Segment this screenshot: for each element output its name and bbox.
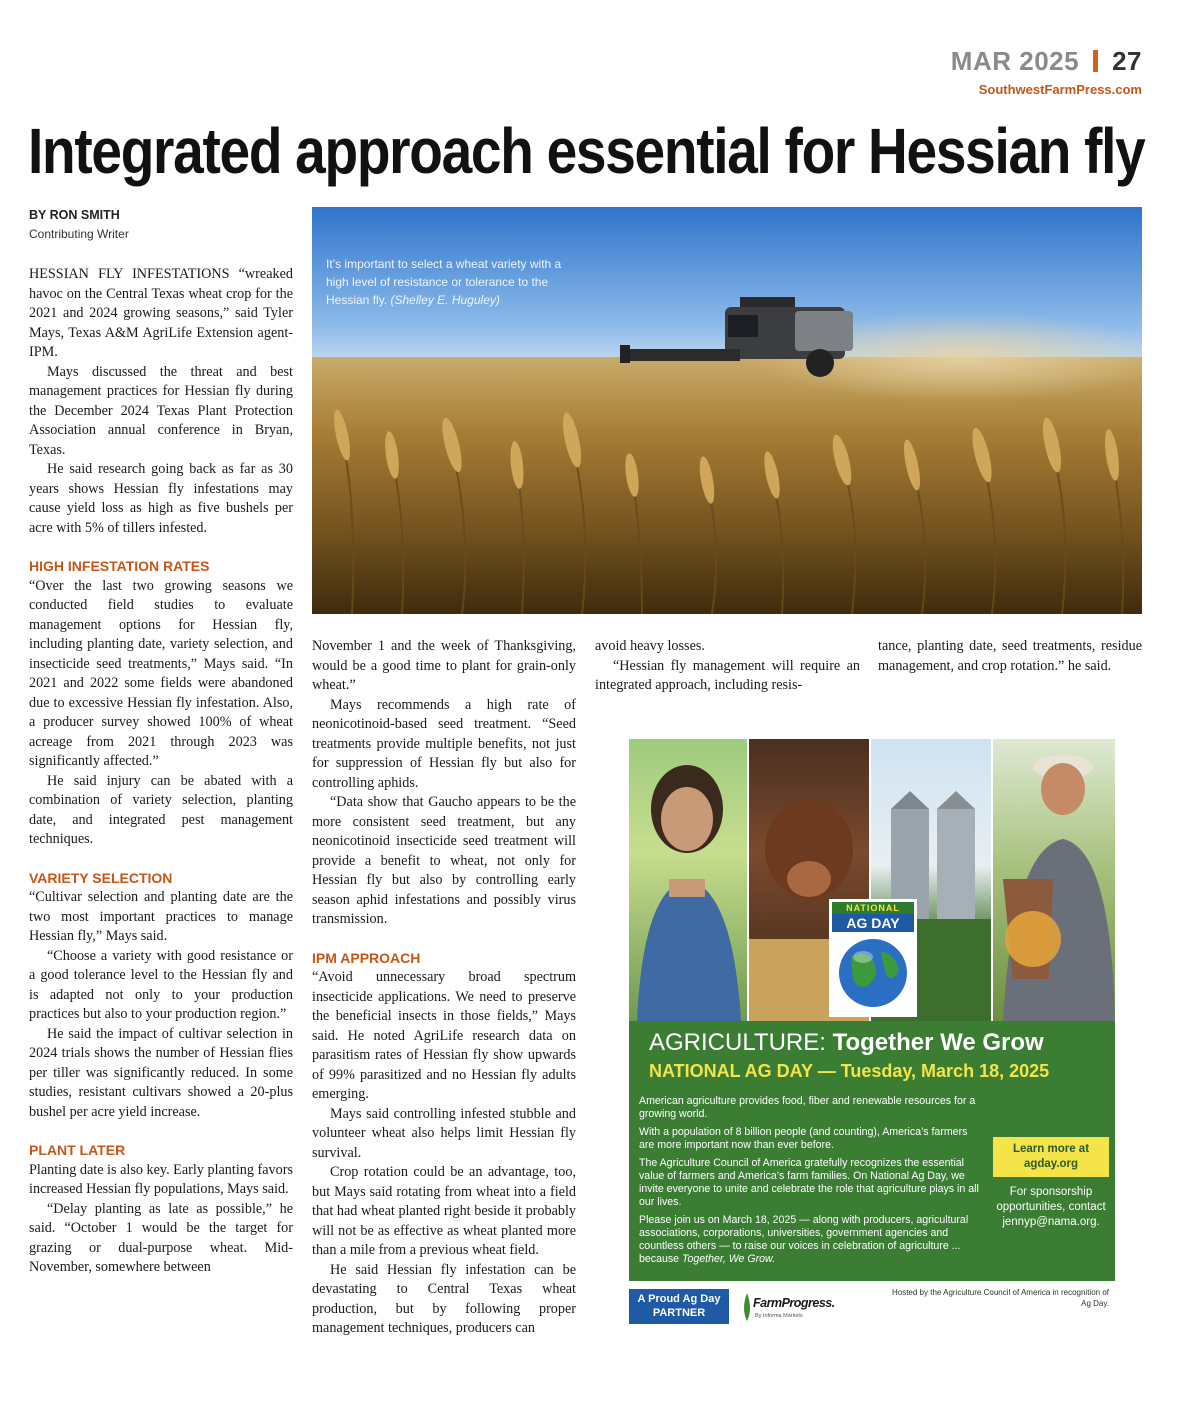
folio-divider (1093, 50, 1098, 72)
issue-date: MAR 2025 (950, 46, 1080, 76)
page-folio (951, 46, 1142, 77)
paragraph: November 1 and the week of Thanksgiving, would be a good time to plant for grain-only wheat.” (312, 638, 576, 693)
subhead-ipm-approach: IPM APPROACH (312, 949, 421, 966)
ad-paragraph-text: Please join us on March 18, 2025 — along with producers, agricultural associations, corporations, universities, government agencies and countless others — to raise our voices in celebration of agriculture ... because (639, 1214, 969, 1265)
learn-more-label: Learn more at (1012, 1143, 1090, 1155)
ad-title-prefix: AGRICULTURE: (649, 1029, 833, 1056)
ad-hosted-by: Hosted by the Agriculture Council of America in recognition of Ag Day. (891, 1288, 1109, 1308)
paragraph: Mays recommends a high rate of neonicotinoid-based seed treatment. “Seed treatments provide multiple benefits, not just for suppression of Hessian fly but also for controlling aphids. (312, 696, 576, 791)
publication-website: SouthwestFarmPress.com (978, 82, 1142, 97)
article-headline: Integrated approach essential for Hessian fly (28, 115, 1145, 187)
page-number: 27 (1112, 46, 1142, 76)
ag-day-partner-badge (629, 1289, 729, 1324)
ad-paragraph: American agriculture provides food, fiber and renewable resources for a growing world. (639, 1095, 976, 1120)
sponsorship-contact: For sponsorship opportunities, contact jennyp@nama.org. (996, 1186, 1106, 1228)
paragraph: “Choose a variety with good resistance or a good tolerance level to the Hessian fly and is adapted not only to your production practices but also to your production region.” (29, 947, 293, 1022)
article-column-1 (29, 265, 293, 1278)
paragraph: He said Hessian fly infestation can be devastating to Central Texas wheat production, but by following proper management techniques, producers can (312, 1261, 576, 1336)
paragraph: avoid heavy losses. (595, 638, 705, 654)
article-column-3 (595, 637, 860, 696)
paragraph: Planting date is also key. Early planting favors increased Hessian fly populations, Mays said. (29, 1161, 293, 1197)
ad-paragraph (639, 1214, 984, 1266)
photo-credit: (Shelley E. Huguley) (390, 293, 500, 307)
ad-tagline: Together, We Grow. (682, 1253, 776, 1265)
article-column-4 (878, 637, 1142, 676)
ad-message-panel (629, 1021, 1115, 1281)
ad-paragraph: With a population of 8 billion people (and counting), America’s farmers are more important now than ever before. (639, 1126, 968, 1151)
wheat-harvest-photo (312, 207, 1142, 614)
ad-body (639, 1095, 984, 1271)
paragraph: He said injury can be abated with a combination of variety selection, planting date, and integrated pest management techniques. (29, 772, 293, 847)
paragraph: Crop rotation could be an advantage, too, but Mays said rotating from wheat into a field that had wheat planted right beside it probably will not be as effective as wheat planted more than a mile from a previous wheat field. (312, 1164, 576, 1258)
ad-title (649, 1029, 1044, 1057)
byline-role: Contributing Writer (29, 227, 129, 241)
paragraph: Mays discussed the threat and best management practices for Hessian fly during the December 2024 Texas Plant Protection Association annual conference in Bryan, Texas. (29, 363, 293, 458)
subhead-plant-later: PLANT LATER (29, 1142, 126, 1158)
paragraph: “Avoid unnecessary broad spectrum insecticide applications. We need to preserve the beneficial insects in those fields,” Mays said. He noted AgriLife research data on parasitism rates of Hessian fly show upwards of 99% parasitized and no Hessian fly adults emerging. (312, 969, 576, 1102)
national-ag-day-ad (629, 739, 1115, 1324)
agday-link[interactable]: agday.org (1023, 1158, 1079, 1170)
logo-text-bottom: AG DAY (846, 915, 900, 931)
subhead-high-infestation: HIGH INFESTATION RATES (29, 558, 210, 574)
caption-text: It’s important to select a wheat variety with a high level of resistance or tolerance to the Hessian fly. (326, 257, 562, 307)
paragraph: “Over the last two growing seasons we conducted field studies to evaluate management options for Hessian fly, including planting date, variety selection, and insecticide seed treatments,” Mays said. “In 2021 and 2022 some fields were abandoned due to excessive Hessian fly infestation. Also, a producer survey showed 100% of wheat acreage from 2021 through 2023 was significantly affected.” (29, 577, 293, 769)
article-column-2 (312, 637, 576, 1339)
paragraph: “Data show that Gaucho appears to be the more consistent seed treatment, but any neonicotinoid insecticide seed treatment will provide a benefit to wheat, not only for Hessian fly but also by controlling early season aphid infestations and possibly virus transmission. (312, 794, 576, 927)
paragraph: tance, planting date, seed treatments, residue management, and crop rotation.” he said. (878, 638, 1142, 674)
ad-subtitle: NATIONAL AG DAY — Tuesday, March 18, 2025 (649, 1061, 1050, 1081)
learn-more-box[interactable] (993, 1137, 1109, 1177)
paragraph: “Hessian fly management will require an integrated approach, including resis- (595, 657, 860, 693)
ad-photo-student (629, 739, 747, 1021)
farm-progress-logo (739, 1289, 849, 1324)
ad-photo-farmer-grain (993, 739, 1115, 1021)
subhead-variety-selection: VARIETY SELECTION (29, 869, 173, 886)
logo-text-top: NATIONAL (846, 903, 900, 913)
farm-progress-sub: By Informa Markets (755, 1313, 803, 1319)
partner-line-1: A Proud Ag Day (637, 1293, 721, 1305)
paragraph: He said the impact of cultivar selection in 2024 trials shows the number of Hessian flies per tiller was significantly reduced. In some studies, resistant cultivars showed a 20-plus bushel per acre yield increase. (29, 1025, 293, 1120)
photo-caption (326, 255, 576, 309)
paragraph: He said research going back as far as 30 years shows Hessian fly infestations may cause yield loss as high as five bushels per acre with 5% of tillers infested. (29, 461, 293, 536)
ad-paragraph: The Agriculture Council of America gratefully recognizes the essential value of farmers and America’s farm families. On National Ag Day, we invite everyone to unite and celebrate the role that agriculture plays in all our lives. (639, 1157, 979, 1208)
farm-progress-name: FarmProgress. (753, 1296, 835, 1310)
paragraph: “Cultivar selection and planting date are the two most important practices to manage Hessian fly,” Mays said. (29, 889, 293, 944)
paragraph: Mays said controlling infested stubble and volunteer wheat also helps limit Hessian fly survival. (312, 1105, 576, 1161)
paragraph: HESSIAN FLY INFESTATIONS “wreaked havoc on the Central Texas wheat crop for the 2021 and 2024 growing seasons,” said Tyler Mays, Texas A&M AgriLife Extension agent-IPM. (29, 266, 293, 360)
ad-title-bold: Together We Grow (832, 1029, 1044, 1056)
national-ag-day-logo (829, 899, 917, 1017)
paragraph: “Delay planting as late as possible,” he said. “October 1 would be the target for grazing or dual-purpose wheat. Mid-November, somewhere between (29, 1200, 293, 1275)
byline: BY RON SMITH (29, 208, 120, 222)
partner-line-2: PARTNER (652, 1307, 706, 1319)
